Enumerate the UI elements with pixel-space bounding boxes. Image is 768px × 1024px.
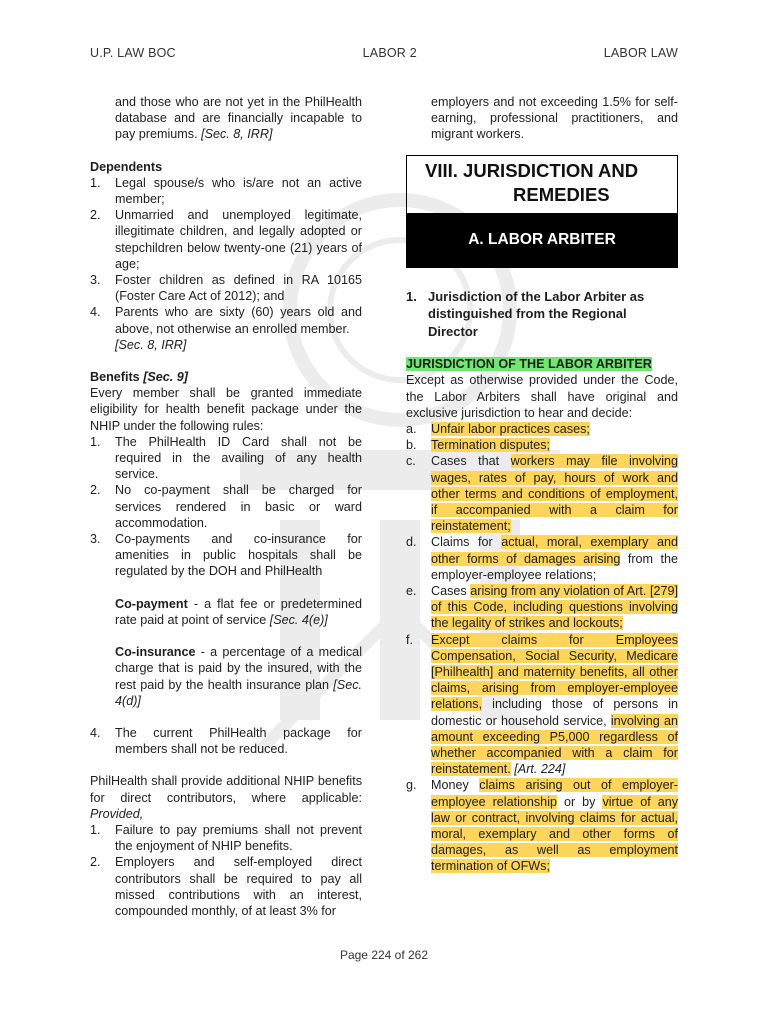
- page-number: Page 224 of 262: [339, 948, 429, 962]
- intro-text: and those who are not yet in the PhilHealth database and are financially incapable to pay premiums.: [115, 95, 362, 142]
- coinsurance-definition: Co-insurance - a percentage of a medical charge that is paid by the insured, with the rest paid by the health insurance plan [Sec. 4(d)]: [115, 645, 362, 708]
- right-column: [406, 94, 678, 875]
- list-item: 3. Co-payments and co-insurance for amenities in public hospitals shall be regulated by the DOH and PhilHealth: [90, 532, 362, 579]
- list-item: 2. Unmarried and unemployed legitimate, illegitimate children, and legally adopted or stepchildren below twenty-one (21) years of age;: [90, 208, 362, 271]
- benefits-intro: Every member shall be granted immediate eligibility for health benefit package under the NHIP under the following rules:: [90, 386, 362, 433]
- list-item: b. Termination disputes;: [406, 438, 551, 453]
- subheading: 1. Jurisdiction of the Labor Arbiter as distinguished from the Regional Director: [406, 288, 645, 339]
- benefits-list: [90, 434, 362, 580]
- intro-paragraph: [90, 94, 362, 143]
- header-center: LABOR 2: [362, 46, 417, 60]
- continued-text: employers and not exceeding 1.5% for self-earning, professional practitioners, and migrant workers.: [431, 95, 678, 142]
- intro-citation: [Sec. 8, IRR]: [201, 127, 273, 142]
- list-item: 2. Employers and self-employed direct contributors shall be required to pay all missed contributions with an interest, compounded monthly, of at least 3% for: [90, 855, 362, 918]
- chapter-title-line-2: REMEDIES: [513, 183, 610, 205]
- benefit-4: [90, 725, 362, 757]
- chapter-title-box: [406, 155, 678, 268]
- section-title: A. LABOR ARBITER: [407, 213, 677, 267]
- dependents-heading: Dependents: [90, 159, 163, 174]
- chapter-title: [407, 156, 677, 213]
- jurisdiction-list: [406, 421, 678, 875]
- list-item: 1. The PhilHealth ID Card shall not be required in the availing of any health service.: [90, 434, 362, 482]
- list-item: d. Claims for actual, moral, exemplary and other forms of damages arising from the employer-employee relations;: [406, 535, 678, 582]
- benefits-heading: Benefits [Sec. 9]: [90, 370, 188, 385]
- list-item: a. Unfair labor practices cases;: [406, 421, 590, 436]
- list-item: e. Cases arising from any violation of Art. [279] of this Code, including questions involving the legality of strikes and lockouts;: [406, 583, 678, 631]
- list-item: g. Money claims arising out of employer-employee relationship or by virtue of any law or contract, involving claims for actual, moral, exemplary and other forms of damages, as well as employment termination of OFWs;: [406, 778, 678, 874]
- left-column: [90, 94, 362, 919]
- copayment-definition: Co-payment - a flat fee or predetermined rate paid at point of service [Sec. 4(e)]: [115, 596, 362, 627]
- list-item: f. Except claims for Employees Compensation, Social Security, Medicare [Philhealth] and maternity benefits, all other claims, arising from employer-employee relations, including those of persons in domestic or household service, involving an amount exceeding P5,000 regardless of whether accompanied with a claim for reinstatement. [Art. 224]: [406, 632, 678, 777]
- header-left: U.P. LAW BOC: [90, 46, 176, 60]
- highlight-heading: JURISDICTION OF THE LABOR ARBITER: [406, 357, 652, 372]
- dependents-list: [90, 175, 362, 337]
- list-item: 4. The current PhilHealth package for members shall not be reduced.: [90, 725, 362, 757]
- page-header: [90, 46, 678, 60]
- jurisdiction-intro: Except as otherwise provided under the Code, the Labor Arbiters shall have original and exclusive jurisdiction to hear and decide:: [406, 373, 678, 420]
- chapter-title-line-1: VIII. JURISDICTION AND: [425, 159, 639, 181]
- list-item: 1. Legal spouse/s who is/are not an active member;: [90, 175, 362, 207]
- list-item: 4. Parents who are sixty (60) years old and above, not otherwise an enrolled member.: [90, 305, 362, 336]
- additional-benefits-list: [90, 822, 362, 919]
- additional-benefits-intro: PhilHealth shall provide additional NHIP benefits for direct contributors, where applicable: Provided,: [90, 774, 362, 821]
- header-right: LABOR LAW: [603, 46, 678, 60]
- list-item: 2. No co-payment shall be charged for services rendered in basic or ward accommodation.: [90, 483, 362, 530]
- dependents-citation: [Sec. 8, IRR]: [115, 337, 187, 352]
- list-item: 1. Failure to pay premiums shall not prevent the enjoyment of NHIP benefits.: [90, 822, 362, 854]
- list-item: c. Cases that workers may file involving wages, rates of pay, hours of work and other terms and conditions of employment, if accompanied with a claim for reinstatement;: [406, 454, 679, 534]
- list-item: 3. Foster children as defined in RA 10165 (Foster Care Act of 2012); and: [90, 273, 362, 304]
